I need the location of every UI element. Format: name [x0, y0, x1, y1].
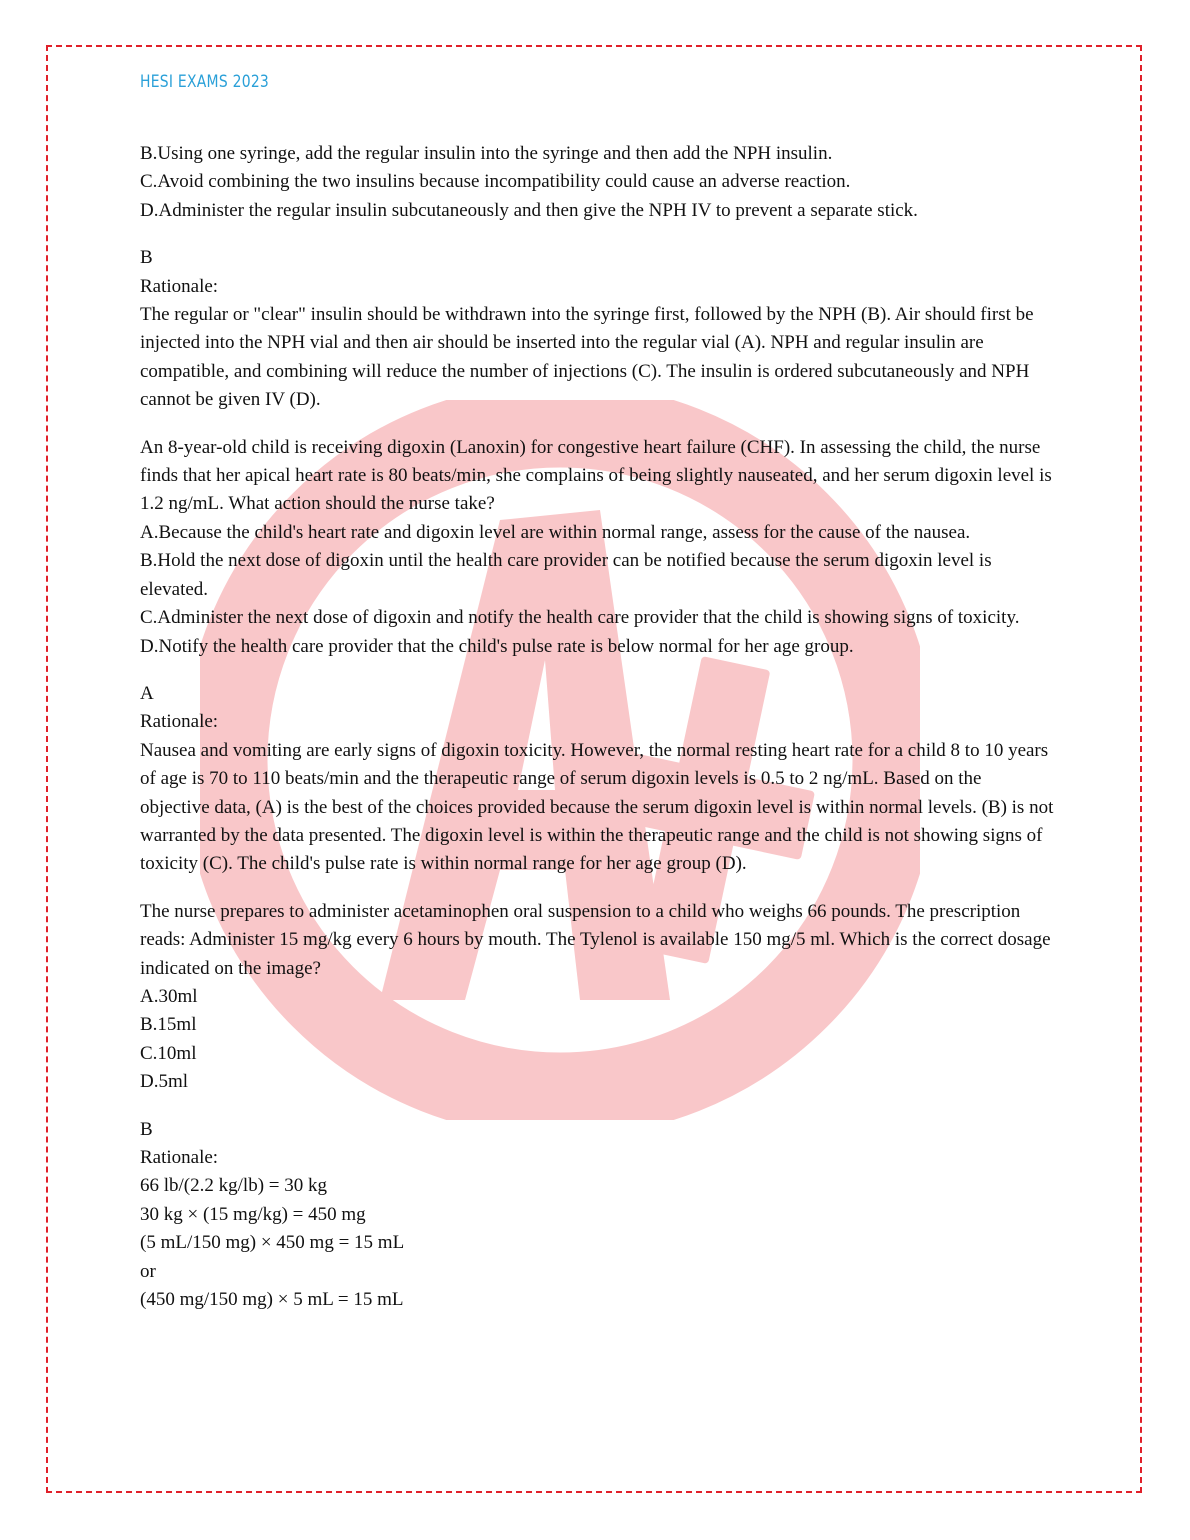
option-c: C.Administer the next dose of digoxin and notify the health care provider that the child is showing signs of toxicity.: [140, 607, 1020, 629]
calculation-line: (5 mL/150 mg) × 450 mg = 15 mL: [140, 1232, 405, 1254]
answer-letter: B: [140, 247, 153, 269]
question-options: [140, 140, 1055, 225]
question-block: [140, 434, 1055, 661]
option-b: B.15ml: [140, 1014, 197, 1036]
calculation-line: (450 mg/150 mg) × 5 mL = 15 mL: [140, 1289, 404, 1311]
rationale-label: Rationale:: [140, 1147, 219, 1168]
rationale-label: Rationale:: [140, 275, 219, 297]
header-title: HESI EXAMS 2023: [140, 72, 270, 92]
option-a: A.Because the child's heart rate and digoxin level are within normal range, assess for the cause of the nausea.: [140, 521, 971, 543]
rationale-label: Rationale:: [140, 711, 219, 733]
option-d: D.Administer the regular insulin subcutaneously and then give the NPH IV to prevent a separate stick.: [140, 199, 918, 221]
answer-block: [140, 1116, 1055, 1315]
answer-block: [140, 244, 1055, 414]
rationale-text: The regular or "clear" insulin should be withdrawn into the syringe first, followed by the NPH (B). Air should first be injected into the NPH vial and then air should be inserted into the regular vial (A). NPH and regular insulin are compatible, and combining will reduce the number of injections (C). The insulin is ordered subcutaneously and NPH cannot be given IV (D).: [140, 304, 1034, 411]
calculation-line: or: [140, 1260, 156, 1282]
rationale-text: Nausea and vomiting are early signs of digoxin toxicity. However, the normal resting heart rate for a child 8 to 10 years of age is 70 to 110 beats/min and the therapeutic range of serum digoxin levels is 0.5 to 2 ng/mL. Based on the objective data, (A) is the best of the choices provided because the serum digoxin level is within normal levels. (B) is not warranted by the data presented. The digoxin level is within the therapeutic range and the child is not showing signs of toxicity (C). The child's pulse rate is within normal range for her age group (D).: [140, 739, 1054, 875]
question-text: The nurse prepares to administer acetaminophen oral suspension to a child who weighs 66 pounds. The prescription reads: Administer 15 mg/kg every 6 hours by mouth. The Tylenol is available 150 mg/5 ml. Which is the correct dosage indicated on the image?: [140, 900, 1051, 979]
question-text: An 8-year-old child is receiving digoxin (Lanoxin) for congestive heart failure (CHF). In assessing the child, the nurse finds that her apical heart rate is 80 beats/min, she complains of being slightly nauseated, and her serum digoxin level is 1.2 ng/mL. What action should the nurse take?: [140, 436, 1052, 515]
option-c: C.Avoid combining the two insulins because incompatibility could cause an adverse reaction.: [140, 171, 851, 193]
option-a: A.30ml: [140, 985, 198, 1007]
calculation-line: 66 lb/(2.2 kg/lb) = 30 kg: [140, 1175, 327, 1197]
option-d: D.5ml: [140, 1071, 189, 1093]
option-b: B.Hold the next dose of digoxin until the health care provider can be notified because the serum digoxin level is elevated.: [140, 550, 992, 600]
question-block: [140, 898, 1055, 1097]
option-d: D.Notify the health care provider that the child's pulse rate is below normal for her age group.: [140, 635, 854, 657]
answer-letter: B: [140, 1118, 153, 1140]
option-b: B.Using one syringe, add the regular insulin into the syringe and then add the NPH insulin.: [140, 143, 833, 164]
option-c: C.10ml: [140, 1042, 197, 1064]
answer-block: [140, 680, 1055, 879]
document-body: [140, 140, 1055, 1333]
calculation-line: 30 kg × (15 mg/kg) = 450 mg: [140, 1203, 366, 1225]
answer-letter: A: [140, 682, 154, 704]
